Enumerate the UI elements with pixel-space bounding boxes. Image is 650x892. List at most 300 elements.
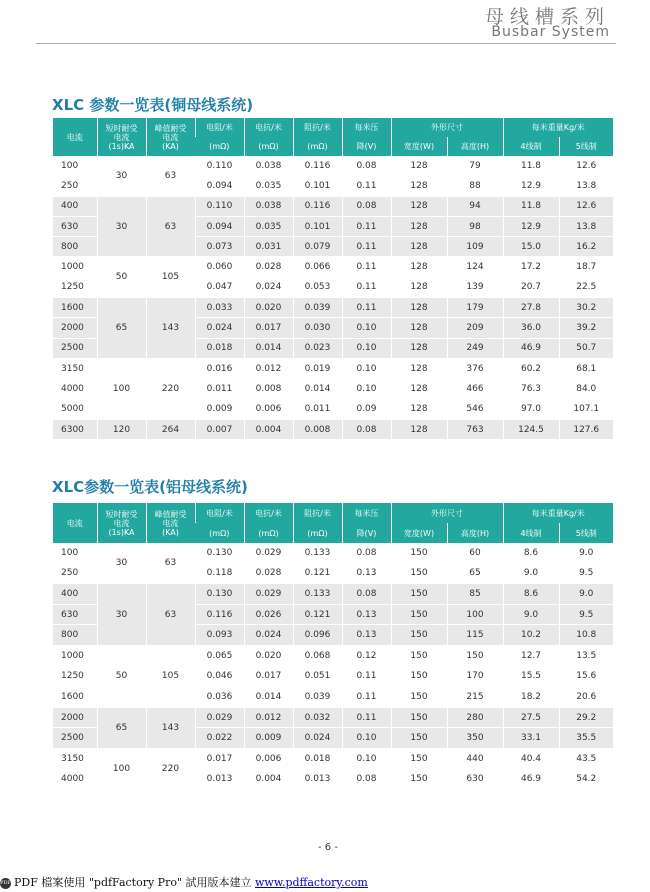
- cell-resistance: 0.009: [195, 399, 244, 419]
- cell-reactance: 0.008: [244, 379, 293, 399]
- cell-wire5: 39.2: [559, 318, 613, 338]
- cell-voltage-drop: 0.11: [342, 298, 391, 318]
- cell-impedance: 0.039: [293, 298, 342, 318]
- cell-wire5: 50.7: [559, 338, 613, 358]
- cell-resistance: 0.016: [195, 358, 244, 378]
- cell-resistance: 0.110: [195, 156, 244, 176]
- cell-reactance: 0.006: [244, 748, 293, 769]
- table-row: [53, 156, 613, 176]
- col-voltage-drop: 每米压: [342, 118, 391, 137]
- cell-wire4: 15.5: [503, 666, 559, 687]
- cell-height: 170: [447, 666, 503, 687]
- cell-current: 1250: [53, 277, 97, 297]
- cell-resistance: 0.093: [195, 625, 244, 646]
- cell-height: 65: [447, 563, 503, 584]
- cell-impedance: 0.116: [293, 156, 342, 176]
- cell-resistance: 0.017: [195, 748, 244, 769]
- table-row: [53, 748, 613, 769]
- cell-wire5: 30.2: [559, 298, 613, 318]
- cell-wire4: 8.6: [503, 543, 559, 563]
- cell-wire4: 20.7: [503, 277, 559, 297]
- cell-impedance: 0.019: [293, 358, 342, 378]
- cell-impedance: 0.133: [293, 584, 342, 605]
- cell-short-time: 30: [97, 196, 146, 257]
- cell-short-time: 65: [97, 298, 146, 359]
- cell-wire5: 9.5: [559, 604, 613, 625]
- cell-wire4: 60.2: [503, 358, 559, 378]
- cell-current: 2500: [53, 728, 97, 749]
- cell-current: 5000: [53, 399, 97, 419]
- cell-reactance: 0.026: [244, 604, 293, 625]
- cell-height: 546: [447, 399, 503, 419]
- cell-width: 150: [391, 769, 447, 790]
- cell-width: 128: [391, 277, 447, 297]
- cell-resistance: 0.036: [195, 687, 244, 708]
- cell-wire5: 127.6: [559, 419, 613, 439]
- cell-reactance: 0.004: [244, 769, 293, 790]
- table-row: [53, 257, 613, 277]
- cell-impedance: 0.053: [293, 277, 342, 297]
- cell-wire5: 22.5: [559, 277, 613, 297]
- cell-impedance: 0.014: [293, 379, 342, 399]
- pdf-footer: [0, 874, 368, 890]
- cell-width: 150: [391, 563, 447, 584]
- cell-impedance: 0.068: [293, 645, 342, 666]
- col-resistance-unit: (mΩ): [195, 137, 244, 156]
- cell-height: 139: [447, 277, 503, 297]
- table-row: [53, 645, 613, 666]
- cell-current: 250: [53, 176, 97, 196]
- table-row: [53, 298, 613, 318]
- cell-reactance: 0.031: [244, 237, 293, 257]
- cell-reactance: 0.024: [244, 277, 293, 297]
- cell-voltage-drop: 0.13: [342, 604, 391, 625]
- cell-wire4: 9.0: [503, 604, 559, 625]
- col-width: 宽度(W): [391, 523, 447, 543]
- cell-peak: 63: [146, 543, 195, 584]
- cell-height: 440: [447, 748, 503, 769]
- cell-wire5: 9.5: [559, 563, 613, 584]
- cell-width: 150: [391, 625, 447, 646]
- cell-current: 1600: [53, 687, 97, 708]
- cell-height: 79: [447, 156, 503, 176]
- col-width: 宽度(W): [391, 137, 447, 156]
- cell-peak: 143: [146, 298, 195, 359]
- cell-height: 630: [447, 769, 503, 790]
- cell-voltage-drop: 0.08: [342, 156, 391, 176]
- cell-height: 88: [447, 176, 503, 196]
- cell-wire4: 12.7: [503, 645, 559, 666]
- cell-voltage-drop: 0.11: [342, 216, 391, 236]
- cell-peak: 220: [146, 358, 195, 419]
- cell-wire5: 35.5: [559, 728, 613, 749]
- table-row: [53, 707, 613, 728]
- cell-width: 128: [391, 399, 447, 419]
- cell-wire4: 97.0: [503, 399, 559, 419]
- col-height: 高度(H): [447, 137, 503, 156]
- cell-width: 150: [391, 707, 447, 728]
- cell-wire4: 9.0: [503, 563, 559, 584]
- cell-wire5: 9.0: [559, 584, 613, 605]
- cell-voltage-drop: 0.10: [342, 318, 391, 338]
- cell-impedance: 0.018: [293, 748, 342, 769]
- cell-impedance: 0.133: [293, 543, 342, 563]
- cell-current: 1250: [53, 666, 97, 687]
- cell-wire4: 11.8: [503, 196, 559, 216]
- cell-current: 4000: [53, 769, 97, 790]
- cell-impedance: 0.011: [293, 399, 342, 419]
- cell-wire5: 84.0: [559, 379, 613, 399]
- cell-resistance: 0.094: [195, 216, 244, 236]
- cell-current: 2000: [53, 318, 97, 338]
- cell-reactance: 0.029: [244, 584, 293, 605]
- cell-height: 109: [447, 237, 503, 257]
- cell-reactance: 0.028: [244, 257, 293, 277]
- cell-wire4: 18.2: [503, 687, 559, 708]
- cell-resistance: 0.073: [195, 237, 244, 257]
- col-short-time: 短时耐受 电流 (1s)KA: [97, 118, 146, 156]
- cell-resistance: 0.118: [195, 563, 244, 584]
- footer-link[interactable]: www.pdffactory.com: [255, 876, 368, 889]
- cell-current: 3150: [53, 748, 97, 769]
- col-resistance: 电阻/米: [195, 503, 244, 523]
- col-wire5: 5线制: [559, 137, 613, 156]
- cell-resistance: 0.013: [195, 769, 244, 790]
- table-row: [53, 358, 613, 378]
- cell-height: 124: [447, 257, 503, 277]
- cell-short-time: 30: [97, 543, 146, 584]
- cell-resistance: 0.110: [195, 196, 244, 216]
- cell-current: 1000: [53, 257, 97, 277]
- cell-peak: 220: [146, 748, 195, 789]
- cell-voltage-drop: 0.10: [342, 379, 391, 399]
- cell-width: 128: [391, 196, 447, 216]
- cell-wire5: 13.8: [559, 216, 613, 236]
- cell-impedance: 0.030: [293, 318, 342, 338]
- cell-voltage-drop: 0.08: [342, 584, 391, 605]
- cell-short-time: 100: [97, 358, 146, 419]
- cell-wire5: 15.6: [559, 666, 613, 687]
- table-row: [53, 584, 613, 605]
- cell-wire5: 13.8: [559, 176, 613, 196]
- cell-reactance: 0.020: [244, 298, 293, 318]
- page-number: - 6 -: [318, 842, 338, 853]
- cell-resistance: 0.018: [195, 338, 244, 358]
- cell-impedance: 0.101: [293, 216, 342, 236]
- col-voltage-drop: 每米压: [342, 503, 391, 523]
- cell-resistance: 0.130: [195, 584, 244, 605]
- cell-wire4: 27.5: [503, 707, 559, 728]
- cell-width: 150: [391, 584, 447, 605]
- cell-height: 94: [447, 196, 503, 216]
- cell-height: 98: [447, 216, 503, 236]
- col-peak: 峰值耐受 电流 (KA): [146, 503, 195, 543]
- cell-width: 128: [391, 176, 447, 196]
- cell-short-time: 50: [97, 257, 146, 298]
- col-dimensions: 外形尺寸: [391, 503, 503, 523]
- cell-height: 209: [447, 318, 503, 338]
- cell-voltage-drop: 0.08: [342, 543, 391, 563]
- col-wire4: 4线制: [503, 523, 559, 543]
- col-reactance: 电抗/米: [244, 503, 293, 523]
- cell-wire5: 16.2: [559, 237, 613, 257]
- cell-impedance: 0.039: [293, 687, 342, 708]
- cell-current: 250: [53, 563, 97, 584]
- cell-resistance: 0.060: [195, 257, 244, 277]
- cell-wire5: 43.5: [559, 748, 613, 769]
- cell-reactance: 0.012: [244, 358, 293, 378]
- col-wire5: 5线制: [559, 523, 613, 543]
- cell-current: 3150: [53, 358, 97, 378]
- cell-height: 376: [447, 358, 503, 378]
- cell-voltage-drop: 0.10: [342, 728, 391, 749]
- col-height: 高度(H): [447, 523, 503, 543]
- cell-width: 150: [391, 543, 447, 563]
- cell-wire4: 46.9: [503, 338, 559, 358]
- cell-width: 150: [391, 728, 447, 749]
- cell-impedance: 0.116: [293, 196, 342, 216]
- cell-reactance: 0.029: [244, 543, 293, 563]
- cell-resistance: 0.130: [195, 543, 244, 563]
- cell-height: 85: [447, 584, 503, 605]
- cell-peak: 63: [146, 196, 195, 257]
- cell-voltage-drop: 0.11: [342, 257, 391, 277]
- cell-reactance: 0.004: [244, 419, 293, 439]
- cell-wire5: 29.2: [559, 707, 613, 728]
- cell-reactance: 0.017: [244, 318, 293, 338]
- cell-wire4: 17.2: [503, 257, 559, 277]
- cell-width: 128: [391, 216, 447, 236]
- cell-wire5: 107.1: [559, 399, 613, 419]
- col-voltage-drop-unit: 降(V): [342, 137, 391, 156]
- col-short-time: 短时耐受 电流 (1s)KA: [97, 503, 146, 543]
- cell-impedance: 0.051: [293, 666, 342, 687]
- cell-resistance: 0.094: [195, 176, 244, 196]
- cell-short-time: 65: [97, 707, 146, 748]
- cell-width: 128: [391, 156, 447, 176]
- cell-current: 100: [53, 156, 97, 176]
- cell-current: 400: [53, 584, 97, 605]
- cell-impedance: 0.096: [293, 625, 342, 646]
- cell-height: 763: [447, 419, 503, 439]
- pdf-logo-icon: PDF: [0, 878, 11, 889]
- cell-reactance: 0.014: [244, 687, 293, 708]
- cell-resistance: 0.029: [195, 707, 244, 728]
- cell-wire4: 124.5: [503, 419, 559, 439]
- footer-text: PDF 檔案使用 "pdfFactory Pro" 試用版本建立: [14, 876, 256, 889]
- cell-voltage-drop: 0.08: [342, 419, 391, 439]
- col-voltage-drop-unit: 降(V): [342, 523, 391, 543]
- cell-height: 60: [447, 543, 503, 563]
- cell-wire5: 54.2: [559, 769, 613, 790]
- cell-short-time: 30: [97, 156, 146, 196]
- col-current: 电流: [53, 118, 97, 156]
- cell-wire5: 12.6: [559, 156, 613, 176]
- cell-short-time: 30: [97, 584, 146, 646]
- cell-peak: 63: [146, 584, 195, 646]
- col-reactance-unit: (mΩ): [244, 137, 293, 156]
- cell-resistance: 0.065: [195, 645, 244, 666]
- cell-voltage-drop: 0.12: [342, 645, 391, 666]
- cell-reactance: 0.009: [244, 728, 293, 749]
- cell-wire4: 10.2: [503, 625, 559, 646]
- cell-width: 150: [391, 687, 447, 708]
- cell-impedance: 0.013: [293, 769, 342, 790]
- cell-peak: 105: [146, 257, 195, 298]
- cell-voltage-drop: 0.10: [342, 748, 391, 769]
- header-divider: [36, 43, 616, 44]
- cell-wire4: 33.1: [503, 728, 559, 749]
- cell-width: 150: [391, 666, 447, 687]
- cell-current: 1600: [53, 298, 97, 318]
- cell-short-time: 50: [97, 645, 146, 707]
- cell-width: 150: [391, 748, 447, 769]
- aluminum-table-title: XLC参数一览表(铝母线系统): [52, 478, 248, 496]
- cell-height: 215: [447, 687, 503, 708]
- cell-current: 800: [53, 237, 97, 257]
- cell-wire4: 8.6: [503, 584, 559, 605]
- cell-current: 630: [53, 216, 97, 236]
- cell-peak: 105: [146, 645, 195, 707]
- cell-peak: 63: [146, 156, 195, 196]
- cell-wire4: 36.0: [503, 318, 559, 338]
- copper-spec-table: [53, 118, 613, 440]
- cell-current: 800: [53, 625, 97, 646]
- cell-wire5: 10.8: [559, 625, 613, 646]
- cell-voltage-drop: 0.13: [342, 625, 391, 646]
- col-impedance: 阻抗/米: [293, 503, 342, 523]
- cell-resistance: 0.116: [195, 604, 244, 625]
- cell-current: 6300: [53, 419, 97, 439]
- col-peak: 峰值耐受 电流 (KA): [146, 118, 195, 156]
- col-reactance: 电抗/米: [244, 118, 293, 137]
- cell-reactance: 0.014: [244, 338, 293, 358]
- cell-resistance: 0.047: [195, 277, 244, 297]
- cell-wire4: 76.3: [503, 379, 559, 399]
- cell-voltage-drop: 0.11: [342, 707, 391, 728]
- cell-reactance: 0.012: [244, 707, 293, 728]
- cell-wire4: 11.8: [503, 156, 559, 176]
- cell-wire4: 40.4: [503, 748, 559, 769]
- header-title-en: Busbar System: [491, 24, 610, 40]
- cell-current: 4000: [53, 379, 97, 399]
- col-current: 电流: [53, 503, 97, 543]
- cell-wire4: 12.9: [503, 216, 559, 236]
- col-impedance-unit: (mΩ): [293, 137, 342, 156]
- col-reactance-unit: (mΩ): [244, 523, 293, 543]
- cell-wire5: 20.6: [559, 687, 613, 708]
- cell-wire5: 13.5: [559, 645, 613, 666]
- cell-width: 128: [391, 358, 447, 378]
- cell-height: 350: [447, 728, 503, 749]
- cell-impedance: 0.023: [293, 338, 342, 358]
- cell-resistance: 0.011: [195, 379, 244, 399]
- cell-reactance: 0.035: [244, 216, 293, 236]
- aluminum-spec-table: [53, 503, 613, 790]
- cell-height: 179: [447, 298, 503, 318]
- cell-height: 150: [447, 645, 503, 666]
- cell-width: 150: [391, 645, 447, 666]
- cell-height: 466: [447, 379, 503, 399]
- cell-resistance: 0.007: [195, 419, 244, 439]
- cell-wire4: 27.8: [503, 298, 559, 318]
- col-wire4: 4线制: [503, 137, 559, 156]
- col-resistance: 电阻/米: [195, 118, 244, 137]
- cell-current: 100: [53, 543, 97, 563]
- cell-impedance: 0.121: [293, 604, 342, 625]
- cell-current: 2000: [53, 707, 97, 728]
- col-weight: 每米重量Kg/米: [503, 118, 613, 137]
- cell-voltage-drop: 0.08: [342, 769, 391, 790]
- cell-resistance: 0.046: [195, 666, 244, 687]
- cell-resistance: 0.022: [195, 728, 244, 749]
- cell-voltage-drop: 0.10: [342, 338, 391, 358]
- cell-impedance: 0.024: [293, 728, 342, 749]
- cell-voltage-drop: 0.08: [342, 196, 391, 216]
- cell-peak: 143: [146, 707, 195, 748]
- col-impedance: 阻抗/米: [293, 118, 342, 137]
- cell-current: 1000: [53, 645, 97, 666]
- table-row: [53, 419, 613, 439]
- cell-reactance: 0.035: [244, 176, 293, 196]
- cell-wire5: 12.6: [559, 196, 613, 216]
- cell-voltage-drop: 0.11: [342, 176, 391, 196]
- cell-height: 249: [447, 338, 503, 358]
- cell-peak: 264: [146, 419, 195, 439]
- cell-voltage-drop: 0.11: [342, 687, 391, 708]
- cell-voltage-drop: 0.11: [342, 666, 391, 687]
- header-title-cn: 母线槽系列: [484, 6, 610, 28]
- cell-current: 400: [53, 196, 97, 216]
- cell-width: 128: [391, 379, 447, 399]
- cell-impedance: 0.008: [293, 419, 342, 439]
- col-dimensions: 外形尺寸: [391, 118, 503, 137]
- cell-voltage-drop: 0.09: [342, 399, 391, 419]
- cell-impedance: 0.101: [293, 176, 342, 196]
- cell-width: 128: [391, 237, 447, 257]
- cell-impedance: 0.121: [293, 563, 342, 584]
- cell-reactance: 0.024: [244, 625, 293, 646]
- cell-height: 115: [447, 625, 503, 646]
- cell-reactance: 0.038: [244, 156, 293, 176]
- cell-wire5: 18.7: [559, 257, 613, 277]
- cell-width: 128: [391, 338, 447, 358]
- cell-width: 128: [391, 318, 447, 338]
- cell-impedance: 0.066: [293, 257, 342, 277]
- cell-reactance: 0.028: [244, 563, 293, 584]
- cell-reactance: 0.038: [244, 196, 293, 216]
- col-resistance-unit: (mΩ): [195, 523, 244, 543]
- cell-width: 128: [391, 298, 447, 318]
- cell-current: 2500: [53, 338, 97, 358]
- cell-width: 128: [391, 257, 447, 277]
- cell-resistance: 0.033: [195, 298, 244, 318]
- cell-reactance: 0.020: [244, 645, 293, 666]
- cell-voltage-drop: 0.13: [342, 563, 391, 584]
- cell-height: 100: [447, 604, 503, 625]
- cell-short-time: 120: [97, 419, 146, 439]
- cell-resistance: 0.024: [195, 318, 244, 338]
- cell-current: 630: [53, 604, 97, 625]
- cell-voltage-drop: 0.11: [342, 237, 391, 257]
- copper-table-title: XLC 参数一览表(铜母线系统): [52, 96, 254, 114]
- cell-wire4: 46.9: [503, 769, 559, 790]
- cell-height: 280: [447, 707, 503, 728]
- cell-impedance: 0.079: [293, 237, 342, 257]
- col-weight: 每米重量Kg/米: [503, 503, 613, 523]
- cell-width: 150: [391, 604, 447, 625]
- cell-wire4: 15.0: [503, 237, 559, 257]
